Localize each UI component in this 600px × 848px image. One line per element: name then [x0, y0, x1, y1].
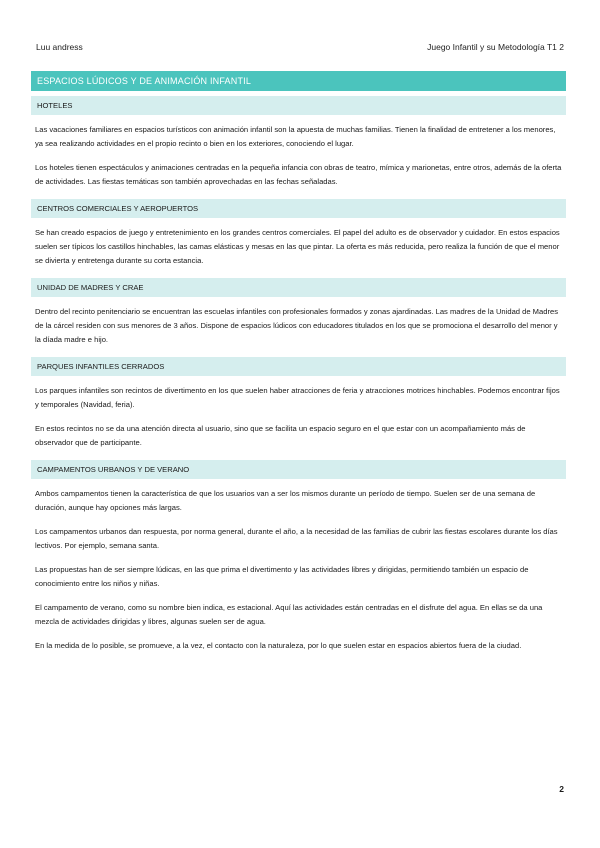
section-parques-infantiles: [31, 357, 566, 450]
section-heading: UNIDAD DE MADRES Y CRAE: [31, 278, 566, 297]
section-centros-comerciales: [31, 199, 566, 268]
section-heading: PARQUES INFANTILES CERRADOS: [31, 357, 566, 376]
section-unidad-madres: [31, 278, 566, 347]
section-heading: CENTROS COMERCIALES Y AEROPUERTOS: [31, 199, 566, 218]
section-campamentos: [31, 460, 566, 653]
paragraph: Ambos campamentos tienen la característica de que los usuarios van a ser los mismos durante un período de tiempo. Suelen ser de una semana de duración, aunque hay opciones más largas.: [35, 489, 536, 512]
section-heading: HOTELES: [31, 96, 566, 115]
paragraph: Los parques infantiles son recintos de divertimento en los que suelen haber atracciones de feria y atracciones motrices hinchables. Podemos encontrar fijos y temporales (Navidad, feria).: [35, 386, 560, 409]
paragraph: Los campamentos urbanos dan respuesta, por norma general, durante el año, a la necesidad de las familias de cubrir las fiestas escolares durante los días lectivos. Por ejemplo, semana santa.: [35, 527, 558, 550]
paragraph: Dentro del recinto penitenciario se encuentran las escuelas infantiles con profesionales formados y zonas ajardinadas. Las madres de la Unidad de Madres de la cárcel residen con sus menores de 3 años. Dispone de espacios lúdicos con educadores titulados en los que se promociona el desarrollo del menor y la díada madre e hijo.: [35, 307, 559, 344]
document-title: Juego Infantil y su Metodología T1 2: [427, 42, 564, 52]
page-number: 2: [559, 784, 564, 794]
paragraph: Se han creado espacios de juego y entretenimiento en los grandes centros comerciales. El papel del adulto es de observador y cuidador. En estos espacios suelen ser típicos los castillos hinchables, las camas elásticas y mesas en las que pintar. La oferta es más reducida, pero realiza la función de que el menor se divierta y entretenga durante su corta estancia.: [35, 228, 560, 265]
section-heading: CAMPAMENTOS URBANOS Y DE VERANO: [31, 460, 566, 479]
paragraph: Las propuestas han de ser siempre lúdicas, en las que prima el divertimento y las actividades libres y dirigidas, permitiendo también un espacio de conocimiento entre los niños y niñas.: [35, 565, 529, 588]
paragraph: El campamento de verano, como su nombre bien indica, es estacional. Aquí las actividades están centradas en el disfrute del agua. En ellas se da una mezcla de actividades dirigidas y libres, algunas suelen ser de agua.: [35, 603, 543, 626]
document-body: [31, 96, 566, 663]
paragraph: En la medida de lo posible, se promueve, a la vez, el contacto con la naturaleza, por lo que suelen estar en espacios abiertos fuera de la ciudad.: [35, 641, 522, 650]
author-name: Luu andress: [36, 42, 83, 52]
paragraph: Los hoteles tienen espectáculos y animaciones centradas en la pequeña infancia con obras de teatro, mímica y marionetas, entre otros, además de la oferta de actividades. Las fiestas temáticas son también aprovechadas en las fechas señaladas.: [35, 163, 562, 186]
main-heading: ESPACIOS LÚDICOS Y DE ANIMACIÓN INFANTIL: [31, 71, 566, 91]
section-hoteles: [31, 96, 566, 189]
paragraph: Las vacaciones familiares en espacios turísticos con animación infantil son la apuesta de muchas familias. Tienen la finalidad de entretener a los menores, ya sea realizando actividades en el propio recinto o bien en los exteriores, conociendo el lugar.: [35, 125, 556, 148]
paragraph: En estos recintos no se da una atención directa al usuario, sino que se facilita un espacio seguro en el que estar con un acompañamiento más de observador que de participante.: [35, 424, 526, 447]
page-header: [36, 42, 564, 52]
